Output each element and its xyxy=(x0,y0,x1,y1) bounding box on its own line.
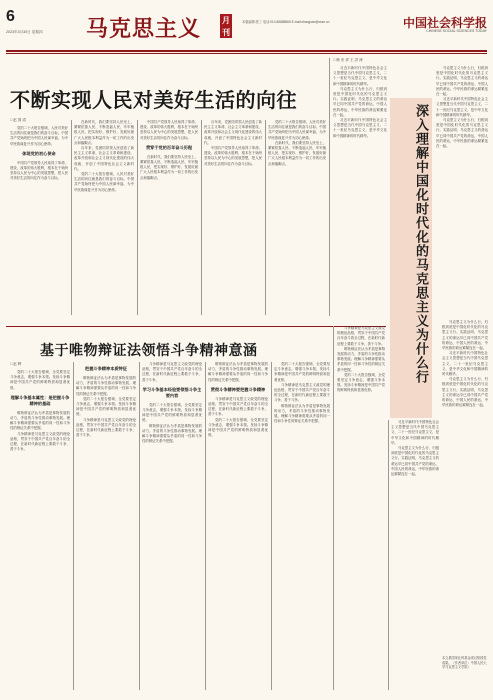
section-subhead: 贯彻斗争精神要把握斗争精神 xyxy=(210,386,266,392)
paragraph: 党的二十大报告强调，人民对美好生活的向往就是我们的奋斗目标。中国共产党始终把为中国人民谋幸福、为中华民族谋复兴作为初心使命。 xyxy=(74,172,134,192)
paragraph: 中国共产党领导人民取得了革命、建设、改革的伟大胜利，根本在于始终坚持以人民为中心的发展思想，把人民对美好生活的向往作为奋斗目标。 xyxy=(10,160,68,181)
paragraph: 斗争精神是马克思主义政党的理论品格，贯穿于中国共产党百年奋斗的全过程，在新时代新征程上要敢于斗争、善于斗争。 xyxy=(76,417,136,438)
paragraph: 唯物辩证法认为矛盾是事物发展的动力，矛盾的斗争性推动事物发展。理解斗争精神需要从矛盾的同一性和斗争性的辩证关系中把握。 xyxy=(142,423,202,444)
section-subhead: 把握斗争精神本质特征 xyxy=(85,366,127,371)
paragraph: 斗争精神是马克思主义政党的理论品格，贯穿于中国共产党百年奋斗的全过程，在新时代新征程上要敢于斗争、善于斗争。 xyxy=(274,382,330,403)
paragraph: 唯物辩证法认为矛盾是事物发展的动力，矛盾的斗争性推动事物发展。理解斗争精神需要从矛盾的同一性和斗争性的辩证关系中把握。 xyxy=(208,362,268,382)
right-article-column-3 xyxy=(391,420,439,690)
section-divider xyxy=(6,326,386,327)
date-line: 2023年3月30日 星期四 xyxy=(6,30,43,34)
top-article-headline: 不断实现人民对美好生活的向往 xyxy=(10,88,297,112)
column-divider xyxy=(139,362,140,690)
paragraph: 马克思主义为什么行，归根到底是中国化时代化的马克思主义行。实践证明，马克思主义的命运早已同中国共产党的命运、中国人民的命运、中华民族的命运紧紧连在一起。 xyxy=(333,86,387,117)
column-divider xyxy=(271,362,272,690)
paragraph: 斗争精神是马克思主义政党的理论品格，贯穿于中国共产党百年奋斗的全过程，在新时代新征程上要敢于斗争、善于斗争。 xyxy=(10,431,70,452)
paragraph: 习近平新时代中国特色社会主义思想是当代中国马克思主义、二十一世纪马克思主义，是中华文化和中国精神的时代精华。 xyxy=(333,118,387,138)
paragraph: 马克思主义为什么行，归根到底是中国化时代化的马克思主义行。实践证明，马克思主义的命运早已同中国共产党的命运、中国人民的命运、中华民族的命运紧紧连在一起。 xyxy=(442,320,488,351)
top-article-column-2 xyxy=(74,120,134,316)
newspaper-brand-english: CHINESE SOCIAL SCIENCES TODAY xyxy=(426,29,487,33)
volume-tag: 月刊 xyxy=(222,15,230,37)
bottom-article-column-5 xyxy=(274,362,330,690)
paragraph: 党的二十大报告强调，全党要坚定斗争意志，增强斗争本领。发扬斗争精神是中国共产党的鲜明特质和显著优势。 xyxy=(274,362,330,382)
paragraph: 马克思主义为什么行，归根到底是中国化时代化的马克思主义行。实践证明，马克思主义的命运早已同中国共产党的命运、中国人民的命运、中华民族的命运紧紧连在一起。 xyxy=(391,446,439,477)
paragraph: 唯物辩证法认为矛盾是事物发展的动力，矛盾的斗争性推动事物发展。理解斗争精神需要从矛盾的同一性和斗争性的辩证关系中把握。 xyxy=(337,346,385,372)
masthead-rule xyxy=(6,50,487,52)
bottom-article-headline: 基于唯物辩证法领悟斗争精神意涵 xyxy=(40,343,258,359)
paragraph: 党的二十大报告强调，人民对美好生活的向往就是我们的奋斗目标。中国共产党始终把为中国人民谋幸福、为中华民族谋复兴作为初心使命。 xyxy=(10,126,68,146)
paragraph: 习近平新时代中国特色社会主义思想是当代中国马克思主义、二十一世纪马克思主义，是中华文化和中国精神的时代精华。 xyxy=(333,66,387,86)
right-article-byline: □ 韩 庆 祥 王 洪 涛 xyxy=(333,58,363,62)
paragraph: 党的二十大报告强调，人民对美好生活的向往就是我们的奋斗目标。中国共产党始终把为中国人民谋幸福、为中华民族谋复兴作为初心使命。 xyxy=(268,120,326,140)
paragraph: 唯物辩证法认为矛盾是事物发展的动力，矛盾的斗争性推动事物发展。理解斗争精神需要从矛盾的同一性和斗争性的辩证关系中把握。 xyxy=(10,410,70,431)
page-number: 6 xyxy=(6,8,15,25)
paragraph: 党的二十大报告强调，全党要坚定斗争意志，增强斗争本领。发扬斗争精神是中国共产党的鲜明特质和显著优势。 xyxy=(337,372,385,393)
paragraph: 马克思主义为什么行，归根到底是中国化时代化的马克思主义行。实践证明，马克思主义的命运早已同中国共产党的命运、中国人民的命运、中华民族的命运紧紧连在一起。 xyxy=(442,377,488,408)
section-subhead: 学习斗争基本经验要领悟斗争主要内容 xyxy=(142,386,202,398)
paragraph: 党的二十大报告强调，全党要坚定斗争意志，增强斗争本领。发扬斗争精神是中国共产党的鲜明特质和显著优势。 xyxy=(10,370,70,390)
paragraph: 马克思主义为什么行，归根到底是中国化时代化的马克思主义行。实践证明，马克思主义的命运早已同中国共产党的命运、中国人民的命运、中华民族的命运紧紧连在一起。 xyxy=(436,118,488,149)
column-divider xyxy=(71,120,72,315)
column-divider xyxy=(388,420,389,690)
paragraph: 习近平新时代中国特色社会主义思想是当代中国马克思主义、二十一世纪马克思主义，是中华文化和中国精神的时代精华。 xyxy=(391,420,439,445)
right-article-title: 深入理解中国化时代化的马克思主义为什么行 xyxy=(413,104,428,384)
bottom-article-byline: □ 赵 辉 xyxy=(10,362,22,366)
paragraph: 在新时代，我们要坚持人民至上，紧紧依靠人民、不断造福人民、牢牢植根人民，把实现好、维护好、发展好最广大人民根本利益作为一切工作的出发点和落脚点。 xyxy=(268,140,326,166)
masthead xyxy=(6,8,487,48)
top-article-column-4 xyxy=(204,120,262,316)
paragraph: 中国共产党领导人民取得了革命、建设、改革的伟大胜利，根本在于始终坚持以人民为中心的发展思想，把人民对美好生活的向往作为奋斗目标。 xyxy=(140,120,198,140)
newspaper-brand: 中国社会科学报 xyxy=(402,16,487,30)
editor-contacts: 本版编辑:张三 电话:010-85885865 E-mail:zhangsan@cssn.cn xyxy=(242,20,330,24)
paragraph: 中国共产党领导人民取得了革命、建设、改革的伟大胜利，根本在于始终坚持以人民为中心的发展思想，把人民对美好生活的向往作为奋斗目标。 xyxy=(204,146,262,166)
top-article-column-5 xyxy=(268,120,326,316)
top-article-column-3 xyxy=(140,120,198,316)
column-divider xyxy=(137,120,138,315)
paragraph: 习近平新时代中国特色社会主义思想是当代中国马克思主义、二十一世纪马克思主义，是中华文化和中国精神的时代精华。 xyxy=(436,97,488,117)
paragraph: 在新时代，我们要坚持人民至上，紧紧依靠人民、不断造福人民、牢牢植根人民，把实现好、维护好、发展好最广大人民根本利益作为一切工作的出发点和落脚点。 xyxy=(74,120,134,145)
bottom-article-column-4 xyxy=(208,362,268,690)
paragraph: 习近平新时代中国特色社会主义思想是当代中国马克思主义、二十一世纪马克思主义，是中华文化和中国精神的时代精华。 xyxy=(442,351,488,377)
paragraph: 唯物辩证法认为矛盾是事物发展的动力，矛盾的斗争性推动事物发展。理解斗争精神需要从矛盾的同一性和斗争性的辩证关系中把握。 xyxy=(76,376,136,396)
bottom-article-column-1 xyxy=(10,370,70,690)
column-divider xyxy=(333,326,334,690)
paragraph: 斗争精神是马克思主义政党的理论品格，贯穿于中国共产党百年奋斗的全过程，在新时代新征程上要敢于斗争、善于斗争。 xyxy=(337,326,385,346)
paragraph: 党的二十大报告强调，全党要坚定斗争意志，增强斗争本领。发扬斗争精神是中国共产党的鲜明特质和显著优势。 xyxy=(208,417,268,438)
column-divider xyxy=(329,58,330,316)
paragraph: 唯物辩证法认为矛盾是事物发展的动力，矛盾的斗争性推动事物发展。理解斗争精神需要从矛盾的同一性和斗争性的辩证关系中把握。 xyxy=(274,403,330,424)
right-article-column-2 xyxy=(436,66,488,316)
paragraph: 百年来，党团结带领人民创造了新民主主义革命、社会主义革命和建设、改革开放和社会主义现代化建设的伟大成就，开创了中国特色社会主义新时代。 xyxy=(74,146,134,171)
section-subhead: 体现党的初心使命 xyxy=(22,150,56,156)
paragraph: 党的二十大报告强调，全党要坚定斗争意志，增强斗争本领。发扬斗争精神是中国共产党的鲜明特质和显著优势。 xyxy=(76,396,136,417)
bottom-article-column-3 xyxy=(142,362,202,690)
top-article-column-1 xyxy=(10,126,68,316)
paragraph: 马克思主义为什么行，归根到底是中国化时代化的马克思主义行。实践证明，马克思主义的命运早已同中国共产党的命运、中国人民的命运、中华民族的命运紧紧连在一起。 xyxy=(436,66,488,97)
author-note: 本文系国家社科基金项目阶段性成果。（作者单位：中国人民大学马克思主义学院） xyxy=(442,656,487,670)
paragraph: 党的二十大报告强调，全党要坚定斗争意志，增强斗争本领。发扬斗争精神是中国共产党的鲜明特质和显著优势。 xyxy=(142,402,202,423)
right-article-column-1 xyxy=(333,66,387,316)
section-subhead: 理解斗争基本属性：是把握斗争精神的基础 xyxy=(10,394,70,406)
top-article-byline: □ 赵 国 清 xyxy=(10,118,26,122)
bottom-article-column-2 xyxy=(76,362,136,690)
section-subhead: 贯穿于党的百年奋斗历程 xyxy=(145,144,193,150)
bottom-article-column-6 xyxy=(337,326,385,690)
right-article-column-4 xyxy=(442,320,488,650)
paragraph: 斗争精神是马克思主义政党的理论品格，贯穿于中国共产党百年奋斗的全过程，在新时代新征程上要敢于斗争、善于斗争。 xyxy=(142,362,202,382)
masthead-rule-thin xyxy=(6,53,487,54)
paragraph: 在新时代，我们要坚持人民至上，紧紧依靠人民、不断造福人民、牢牢植根人民，把实现好、维护好、发展好最广大人民根本利益作为一切工作的出发点和落脚点。 xyxy=(140,154,198,180)
column-title: 马克思主义 xyxy=(86,16,202,42)
paragraph: 斗争精神是马克思主义政党的理论品格，贯穿于中国共产党百年奋斗的全过程，在新时代新征程上要敢于斗争、善于斗争。 xyxy=(208,396,268,417)
column-divider xyxy=(265,120,266,315)
column-divider xyxy=(73,362,74,690)
column-divider xyxy=(205,362,206,690)
paragraph: 百年来，党团结带领人民创造了新民主主义革命、社会主义革命和建设、改革开放和社会主义现代化建设的伟大成就，开创了中国特色社会主义新时代。 xyxy=(204,120,262,145)
column-divider xyxy=(201,120,202,315)
